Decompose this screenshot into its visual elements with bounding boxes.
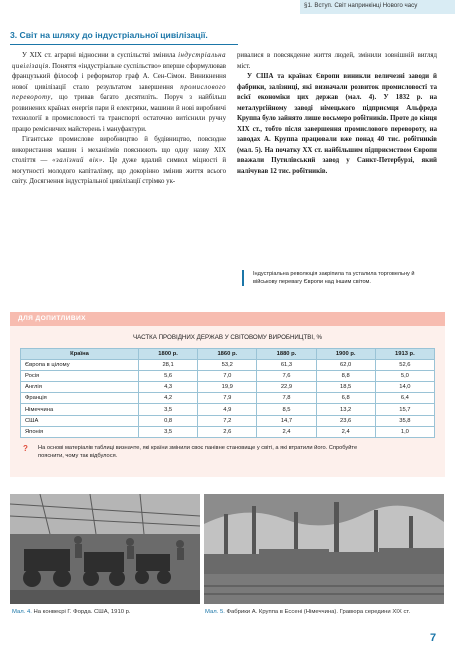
assembly-line-illustration — [10, 494, 200, 604]
section-title: 3. Світ на шляху до індустріальної цивілізації. — [10, 30, 208, 40]
table-cell: 3,5 — [139, 426, 198, 437]
table-cell: 4,3 — [139, 382, 198, 393]
column-header: 1880 р. — [257, 349, 316, 360]
table-cell: 35,8 — [375, 415, 434, 426]
table-cell: 7,9 — [198, 393, 257, 404]
column-header: 1913 р. — [375, 349, 434, 360]
table-cell: 19,9 — [198, 382, 257, 393]
task-label: ДЛЯ ДОПИТЛИВИХ — [18, 315, 86, 322]
figure-5-number: Мал. 5. — [205, 609, 225, 615]
table-cell: 53,2 — [198, 360, 257, 371]
table-cell: 13,2 — [316, 404, 375, 415]
photo-ford-assembly-line — [10, 494, 200, 604]
table-cell: 4,2 — [139, 393, 198, 404]
table-cell: 7,0 — [198, 371, 257, 382]
table-cell: 14,7 — [257, 415, 316, 426]
table-cell: 2,6 — [198, 426, 257, 437]
table-cell: Франція — [21, 393, 139, 404]
table-header-row — [21, 349, 435, 360]
table-cell: 6,8 — [316, 393, 375, 404]
question-text: На основі матеріалів таблиці визначте, які країни змінили своє панівне становище у світі, а які втратили його. Спробуйте пояснити, чому так відбулося. — [38, 445, 358, 460]
factories-engraving — [204, 494, 444, 604]
column-header: 1900 р. — [316, 349, 375, 360]
figure-5-text: Фабрики А. Круппа в Ессені (Німеччина). Гравюра середини XIX ст. — [226, 609, 411, 615]
paragraph-2: Гігантське промислове виробництво й будівництво, повсюдне використання машин і механізмів пояснюють що одну назву XIX століття — «залізний вік». Це дуже вдалий символ міцності й могутності молодого капіталізму, що докорінно змінив життя всього світу. Досягнення індустріальної цивілізації стрімко ук- — [12, 136, 226, 185]
table-cell: 28,1 — [139, 360, 198, 371]
table-cell: Росія — [21, 371, 139, 382]
table-cell: 6,4 — [375, 393, 434, 404]
running-header: §1. Вступ. Світ напринкінці Нового часу — [304, 2, 418, 9]
table-cell: 61,3 — [257, 360, 316, 371]
term-industrial-revolution: промислового перевороту — [12, 83, 226, 101]
term-industrial-civilization: індустріальна цивілізація — [12, 52, 226, 70]
side-note: Індустріальна революція закріпила та усталила торговельну й військову перевагу Європи над іншим світом. — [242, 270, 436, 286]
table-cell: 7,6 — [257, 371, 316, 382]
table-cell: 7,2 — [198, 415, 257, 426]
column-header: Країна — [21, 349, 139, 360]
table-cell: 1,0 — [375, 426, 434, 437]
table-cell: 2,4 — [316, 426, 375, 437]
table-row — [21, 415, 435, 426]
section-title-rule — [10, 44, 238, 45]
table-cell: 22,9 — [257, 382, 316, 393]
table-cell: Японія — [21, 426, 139, 437]
table-cell: 4,9 — [198, 404, 257, 415]
figure-5-caption — [205, 608, 435, 617]
table-row — [21, 382, 435, 393]
table-cell: 7,8 — [257, 393, 316, 404]
paragraph-continued: ривалися в повсякденне життя людей, змінили зовнішній вигляд міст. — [237, 52, 437, 70]
table-cell: 23,6 — [316, 415, 375, 426]
paragraph-1: У XIX ст. аграрні відносини в суспільстві змінила індустріальна цивілізація. Поняття «індустріальне суспільство» вперше сформулював французький філософ і реформатор граф А. Сен-Сімон. Виникнення нової цивілізації стало результатом завершення промислового перевороту, що тривав багато десятиліть. Поруч з найбільш розвинених країнах енергія пари й електрики, машини й нові виробничі технології в промисловості та транспорті остаточно витіснили ручну працю ремісничих майстерень і мануфактури. — [12, 52, 226, 133]
table-row — [21, 393, 435, 404]
column-header: 1800 р. — [139, 349, 198, 360]
table-row — [21, 360, 435, 371]
column-header: 1860 р. — [198, 349, 257, 360]
table-cell: 52,6 — [375, 360, 434, 371]
table-cell: 62,0 — [316, 360, 375, 371]
table-cell: 2,4 — [257, 426, 316, 437]
table-cell: Європа в цілому — [21, 360, 139, 371]
term-iron-age: «залізний вік» — [52, 157, 103, 164]
table-cell: 8,5 — [257, 404, 316, 415]
right-text-column — [237, 51, 437, 177]
figure-4-text: На конвеєрі Г. Форда. США, 1910 р. — [33, 609, 131, 615]
table-row — [21, 426, 435, 437]
table-cell: 0,8 — [139, 415, 198, 426]
page-number: 7 — [430, 632, 437, 644]
left-text-column — [12, 51, 226, 188]
table-cell: 5,0 — [375, 371, 434, 382]
table-cell: Німеччина — [21, 404, 139, 415]
table-cell: 14,0 — [375, 382, 434, 393]
table-caption: ЧАСТКА ПРОВІДНИХ ДЕРЖАВ У СВІТОВОМУ ВИРОБНИЦТВІ, % — [132, 334, 323, 341]
table-row — [21, 371, 435, 382]
table-cell: 8,8 — [316, 371, 375, 382]
table-cell: 18,5 — [316, 382, 375, 393]
question-icon: ? — [23, 444, 28, 453]
paragraph-3: У США та країнах Європи виникли величезні заводи й фабрики, залізниці, які визначали розвиток промисловості та всієї економіки цих держав (мал. 4). У 1832 р. на металургійному заводі німецького підприємця Альфреда Круппа було зайнято лише восьмеро робітників. Проте до кінця XIX ст., тобто після завершення промислового перевороту, на заводах А. Круппа працювали вже понад 40 тис. робітників (мал. 5). На початку XX ст. найбільшим підприємством Європи вважали Путилівський завод у Санкт-Петербурзі, який налічував 12 тис. робітників. — [237, 73, 437, 175]
figure-4-caption — [12, 608, 197, 617]
task-box — [10, 312, 445, 477]
figure-4-number: Мал. 4. — [12, 609, 32, 615]
table-row — [21, 404, 435, 415]
table-cell: 3,5 — [139, 404, 198, 415]
table-cell: 5,6 — [139, 371, 198, 382]
table-cell: 15,7 — [375, 404, 434, 415]
production-share-table — [20, 348, 435, 438]
table-cell: Англія — [21, 382, 139, 393]
photo-krupp-factories — [204, 494, 444, 604]
table-cell: США — [21, 415, 139, 426]
